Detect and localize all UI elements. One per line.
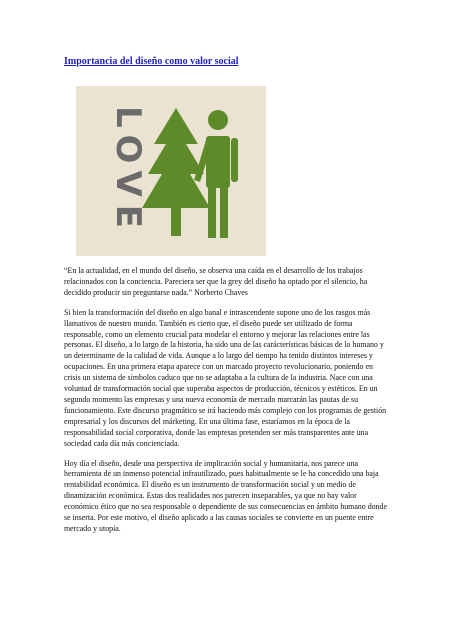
poster-love-text: LOVE [108, 106, 148, 236]
page-title[interactable]: Importancia del diseño como valor social [64, 56, 239, 67]
document-body [64, 266, 390, 544]
love-poster-image [76, 86, 266, 256]
paragraph-today: Hoy día el diseño, desde una perspectiva de implicación social y humanitaria, nos parece una herramienta de un inmenso potencial infrautilizado, pues habitualmente se le ha concedido una baja rentabilidad económica. El diseño es un instrumento de transformación social y un medio de dinamización económica. Estas dos realidades nos parecen inseparables, ya que no hay valor económico ético que no sea responsable o dependiente de sus consecuencias en ámbito humano donde se inserta. Por este motivo, el diseño aplicado a las causas sociales se convierte en un puente entre mercado y utopía. [64, 458, 387, 533]
paragraph-quote: “En la actualidad, en el mundo del diseño, se observa una caída en el desarrollo de los trabajos relacionados con la conciencia. Pareciera ser que la grey del diseño ha optado por el silencio, ha decidido producir sin preguntarse nada.” Norberto Chaves [64, 266, 368, 297]
paragraph-history: Si bien la transformación del diseño en algo banal e intrascendente supone uno de los rasgos más llamativos de nuestro mundo. También es cierto que, el diseño puede ser utilizado de forma responsable, como un elemento crucial para modelar el entorno y mejorar las relaciones entre las personas. El diseño, a lo largo de la historia, ha sido una de las carácterísticas básicas de lo humano y un determinante de la calidad de vida. Aunque a lo largo del tiempo ha tenido distintos intereses y ocupaciones. En una primera etapa aparece con un marcado proyecto revolucionario, poniendo en crisis un sistema de símbolos caduco que no se adaptaba a la cultura de la industria. Nace con una voluntad de transformación social que superaba aspectos de producción, técnicos y estéticos. En un segundo momento las empresas y una nueva economía de mercado marcarán las pautas de su funcionamiento. Este discurso pragmático se irá haciendo más complejo con los programas de gestión empresarial y los discursos del márketing. En una última fase, estaríamos en la época de la responsabilidad social corporativa, donde las empresas pretenden ser más transparentes ante una sociedad cada día más concienciada. [64, 307, 387, 448]
poster-illustration [76, 86, 266, 256]
